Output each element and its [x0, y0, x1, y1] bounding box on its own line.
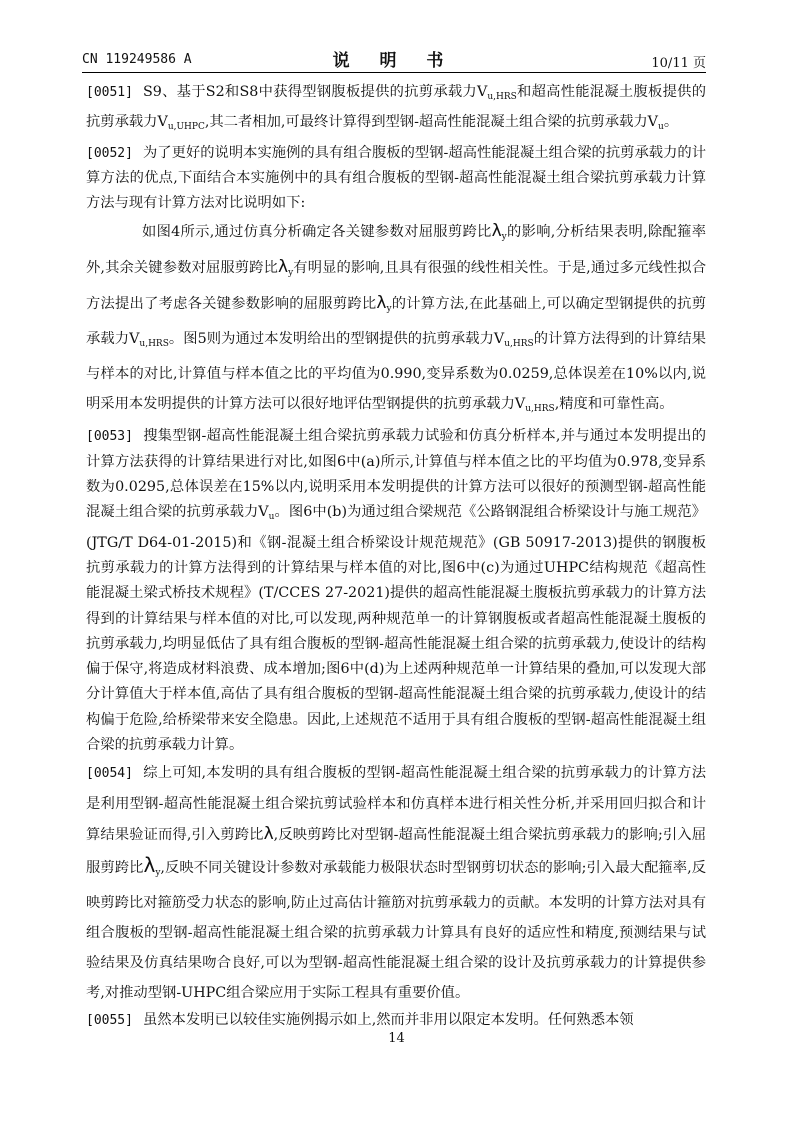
paragraph-number: [0055] [86, 1013, 133, 1029]
page-count: 10/11 页 [651, 56, 706, 71]
paragraph-number: [0054] [86, 766, 133, 782]
paragraph-0051: [0051] S9、基于S2和S8中获得型钢腹板提供的抗剪承载力$V_{u,HRS}$和超高性能混凝土腹板提供的抗剪承载力$V_{u,UHPC}$,其二者相加,可最终计算得到型钢-超高性能混凝土组合梁的抗剪承载力$V_u$。 [86, 84, 706, 133]
paragraph-number: [0051] [86, 85, 133, 100]
paragraph-figure-4: 如图4所示,通过仿真分析确定各关键参数对屈服剪跨比$\lambda_y$的影响,分析结果表明,除配箍率外,其余关键参数对屈服剪跨比$\lambda_y$有明显的影响,且具有很强的线性相关性。于是,通过多元线性拟合方法提出了考虑各关键参数影响的屈服剪跨比$\lambda_y$的计算方法,在此基础上,可以确定型钢提供的抗剪承载力$V_{u,HRS}$。图5则为通过本发明给出的型钢提供的抗剪承载力$V_{u,HRS}$的计算方法得到的计算结果与样本的对比,计算值与样本值之比的平均值为0.990,变异系数为0.0259,总体误差在10%以内,说明采用本发明提供的计算方法可以很好地评估型钢提供的抗剪承载力$V_{u,HRS}$,精度和可靠性高。 [86, 221, 707, 415]
lambda-symbol: λ [143, 853, 156, 878]
header-rule [82, 72, 706, 73]
publication-number: CN 119249586 A [82, 52, 192, 67]
document-title: 说 明 书 [332, 51, 456, 71]
paragraph-number: [0052] [86, 145, 133, 161]
lambda-symbol: λ [278, 257, 289, 278]
paragraph-0052: [0052] 为了更好的说明本实施例的具有组合腹板的型钢-超高性能混凝土组合梁的抗剪承载力的计算方法的优点,下面结合本实施例中的具有组合腹板的型钢-超高性能混凝土组合梁抗剪承载力计算方法与现有计算方法对比说明如下: [86, 144, 706, 212]
page-number: 14 [388, 1031, 405, 1046]
lambda-symbol: λ [491, 221, 502, 242]
document-body [86, 80, 706, 1034]
lambda-symbol: λ [263, 824, 274, 845]
paragraph-0055: [0055] 虽然本发明已以较佳实施例揭示如上,然而并非用以限定本发明。任何熟悉本领 [86, 1012, 634, 1029]
paragraph-number: [0053] [86, 429, 133, 445]
lambda-symbol: λ [376, 293, 387, 314]
paragraph-0053: [0053] 搜集型钢-超高性能混凝土组合梁抗剪承载力试验和仿真分析样本,并与通过本发明提出的计算方法获得的计算结果进行对比,如图6中(a)所示,计算值与样本值之比的平均值为0.978,变异系数为0.0295,总体误差在15%以内,说明采用本发明提供的计算方法可以很好的预测型钢-超高性能混凝土组合梁的抗剪承载力$V_u$。图6中(b)为通过组合梁规范《公路钢混组合桥梁设计与施工规范》(JTG/T D64-01-2015)和《钢-混凝土组合桥梁设计规范规范》(GB 50917-2013)提供的钢腹板抗剪承载力的计算方法得到的计算结果与样本值的对比,图6中(c)为通过UHPC结构规范《超高性能混凝土梁式桥技术规程》(T/CCES 27-2021)提供的超高性能混凝土腹板抗剪承载力的计算方法得到的计算结果与样本值的对比,可以发现,两种规范单一的计算钢腹板或者超高性能混凝土腹板的抗剪承载力,均明显低估了具有组合腹板的型钢-超高性能混凝土组合梁的抗剪承载力,使设计的结构偏于保守,将造成材料浪费、成本增加;图6中(d)为上述两种规范单一计算结果的叠加,可以发现大部分计算值大于样本值,高估了具有组合腹板的型钢-超高性能混凝土组合梁的抗剪承载力,使设计的结构偏于危险,给桥梁带来安全隐患。因此,上述规范不适用于具有组合腹板的型钢-超高性能混凝土组合梁的抗剪承载力计算。 [86, 428, 707, 754]
paragraph-0054: [0054] 综上可知,本发明的具有组合腹板的型钢-超高性能混凝土组合梁的抗剪承载力的计算方法是利用型钢-超高性能混凝土组合梁抗剪试验样本和仿真样本进行相关性分析,并采用回归拟合和计算结果验证而得,引入剪跨比λ,反映剪跨比对型钢-超高性能混凝土组合梁抗剪承载力的影响;引入屈服剪跨比$\lambda_y$,反映不同关键设计参数对承载能力极限状态时型钢剪切状态的影响;引入最大配箍率,反映剪跨比对箍筋受力状态的影响,防止过高估计箍筋对抗剪承载力的贡献。本发明的计算方法对具有组合腹板的型钢-超高性能混凝土组合梁的抗剪承载力计算具有良好的适应性和精度,预测结果与试验结果及仿真结果吻合良好,可以为型钢-超高性能混凝土组合梁的设计及抗剪承载力的计算提供参考,对推动型钢-UHPC组合梁应用于实际工程具有重要价值。 [86, 765, 706, 1002]
page-header [82, 46, 706, 70]
